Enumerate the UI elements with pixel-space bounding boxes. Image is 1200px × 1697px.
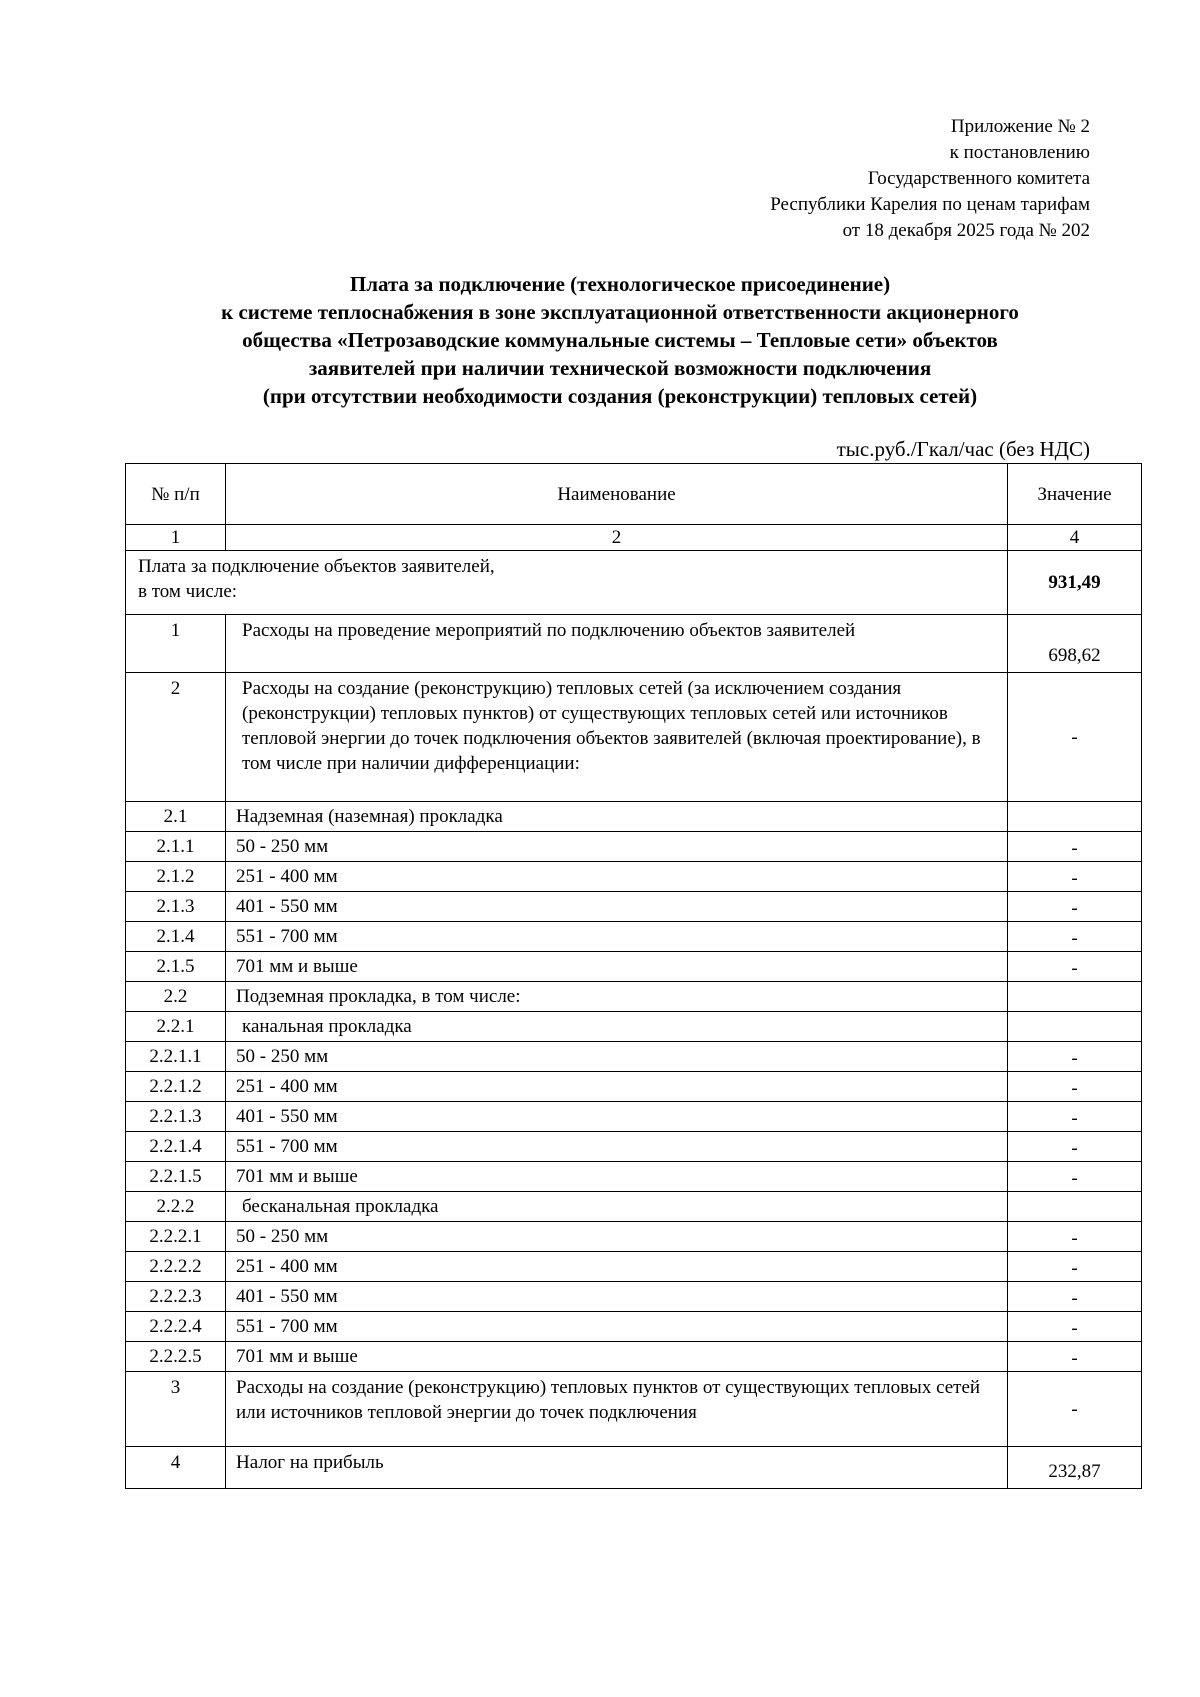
row-name: 401 - 550 мм (226, 1102, 1008, 1132)
row-num: 2.1.5 (126, 952, 226, 982)
table-row (126, 1282, 1142, 1312)
row-num: 2 (126, 673, 226, 802)
table-row (126, 1222, 1142, 1252)
row-value: - (1008, 892, 1142, 922)
row-num: 2.2.1.1 (126, 1042, 226, 1072)
row-name: 251 - 400 мм (226, 862, 1008, 892)
table-row (126, 1162, 1142, 1192)
row-name: Подземная прокладка, в том числе: (226, 982, 1008, 1012)
header-num: № п/п (126, 464, 226, 525)
row-name: 401 - 550 мм (226, 892, 1008, 922)
row-value: - (1008, 832, 1142, 862)
annex-line: к постановлению (949, 142, 1090, 163)
row-num: 2.2.1.3 (126, 1102, 226, 1132)
row-value: - (1008, 1042, 1142, 1072)
row-num: 2.2.2.2 (126, 1252, 226, 1282)
table-row (126, 1252, 1142, 1282)
column-index-row (126, 525, 1142, 551)
row-name: Налог на прибыль (226, 1447, 1008, 1489)
table-row (126, 982, 1142, 1012)
row-num: 2.1.2 (126, 862, 226, 892)
row-num: 2.2.2.5 (126, 1342, 226, 1372)
row-value (1008, 802, 1142, 832)
row-num: 2.2.1 (126, 1012, 226, 1042)
table-row (126, 862, 1142, 892)
header-name: Наименование (226, 464, 1008, 525)
row-name: канальная прокладка (226, 1012, 1008, 1042)
row-num: 2.2.2.1 (126, 1222, 226, 1252)
annex-block (770, 114, 1090, 244)
row-value (1008, 1012, 1142, 1042)
row-num: 2.2.2 (126, 1192, 226, 1222)
row-value: 232,87 (1008, 1447, 1142, 1489)
row-value: - (1008, 1102, 1142, 1132)
row-name: 50 - 250 мм (226, 1042, 1008, 1072)
row-name: 251 - 400 мм (226, 1252, 1008, 1282)
title-line: Плата за подключение (технологическое присоединение) (349, 272, 891, 296)
row-num: 2.2.2.3 (126, 1282, 226, 1312)
total-label (126, 551, 1008, 615)
row-name: 50 - 250 мм (226, 832, 1008, 862)
table-row (126, 1072, 1142, 1102)
row-value: - (1008, 1162, 1142, 1192)
total-label-line: Плата за подключение объектов заявителей, (138, 556, 495, 577)
title-line: (при отсутствии необходимости создания (реконструкции) тепловых сетей) (262, 384, 978, 408)
row-name: 551 - 700 мм (226, 922, 1008, 952)
table-row (126, 1342, 1142, 1372)
row-value: - (1008, 1072, 1142, 1102)
row-num: 2.1.3 (126, 892, 226, 922)
row-num: 3 (126, 1372, 226, 1447)
row-name: 701 мм и выше (226, 952, 1008, 982)
tariff-table (125, 463, 1142, 1489)
row-value: - (1008, 922, 1142, 952)
row-value: - (1008, 1132, 1142, 1162)
row-num: 2.1 (126, 802, 226, 832)
total-label-line: в том числе: (138, 581, 238, 602)
row-value: - (1008, 673, 1142, 802)
row-num: 2.2.1.2 (126, 1072, 226, 1102)
row-value: - (1008, 952, 1142, 982)
table-row (126, 802, 1142, 832)
units-label: тыс.руб./Гкал/час (без НДС) (836, 437, 1090, 461)
table-row (126, 1192, 1142, 1222)
row-name: бесканальная прокладка (226, 1192, 1008, 1222)
table-row (126, 673, 1142, 802)
annex-line: Государственного комитета (867, 168, 1090, 189)
row-name: Расходы на создание (реконструкцию) тепловых пунктов от существующих тепловых сетей или источников тепловой энергии до точек подключения (226, 1372, 1008, 1447)
row-name: 551 - 700 мм (226, 1132, 1008, 1162)
total-row (126, 551, 1142, 615)
row-value: 698,62 (1008, 615, 1142, 673)
row-name: 50 - 250 мм (226, 1222, 1008, 1252)
row-name: Надземная (наземная) прокладка (226, 802, 1008, 832)
total-value: 931,49 (1008, 551, 1142, 615)
header-value: Значение (1008, 464, 1142, 525)
row-num: 2.2 (126, 982, 226, 1012)
table-row (126, 1372, 1142, 1447)
index-num: 1 (126, 525, 226, 551)
table-row (126, 1042, 1142, 1072)
table-row (126, 1447, 1142, 1489)
row-value (1008, 982, 1142, 1012)
row-name: Расходы на создание (реконструкцию) тепловых сетей (за исключением создания (реконструкции) тепловых пунктов) от существующих тепловых сетей или источников тепловой энергии до точек подключения объектов заявителей (включая проектирование), в том числе при наличии дифференциации: (226, 673, 1008, 802)
table-row (126, 922, 1142, 952)
row-name: 701 мм и выше (226, 1342, 1008, 1372)
row-value: - (1008, 1342, 1142, 1372)
table-row (126, 615, 1142, 673)
row-name: 551 - 700 мм (226, 1312, 1008, 1342)
index-name: 2 (226, 525, 1008, 551)
row-value: - (1008, 862, 1142, 892)
title-line: к системе теплоснабжения в зоне эксплуатационной ответственности акционерного (221, 300, 1019, 324)
row-value: - (1008, 1372, 1142, 1447)
row-num: 2.2.1.4 (126, 1132, 226, 1162)
row-value (1008, 1192, 1142, 1222)
table-row (126, 1312, 1142, 1342)
row-name: Расходы на проведение мероприятий по подключению объектов заявителей (226, 615, 1008, 673)
row-value: - (1008, 1312, 1142, 1342)
annex-line: от 18 декабря 2025 года № 202 (842, 220, 1090, 241)
table-row (126, 1102, 1142, 1132)
row-name: 401 - 550 мм (226, 1282, 1008, 1312)
row-value: - (1008, 1282, 1142, 1312)
row-value: - (1008, 1222, 1142, 1252)
row-num: 2.2.2.4 (126, 1312, 226, 1342)
table-row (126, 1132, 1142, 1162)
document-title (120, 270, 1120, 410)
title-line: общества «Петрозаводские коммунальные системы – Тепловые сети» объектов (242, 328, 998, 352)
row-name: 701 мм и выше (226, 1162, 1008, 1192)
table-row (126, 892, 1142, 922)
table-row (126, 832, 1142, 862)
title-line: заявителей при наличии технической возможности подключения (308, 356, 932, 380)
table-row (126, 1012, 1142, 1042)
table-header-row (126, 464, 1142, 525)
row-num: 2.2.1.5 (126, 1162, 226, 1192)
row-num: 1 (126, 615, 226, 673)
row-value: - (1008, 1252, 1142, 1282)
index-value: 4 (1008, 525, 1142, 551)
row-num: 2.1.4 (126, 922, 226, 952)
annex-line: Приложение № 2 (950, 116, 1090, 137)
annex-line: Республики Карелия по ценам тарифам (770, 194, 1090, 215)
row-name: 251 - 400 мм (226, 1072, 1008, 1102)
row-num: 4 (126, 1447, 226, 1489)
table-row (126, 952, 1142, 982)
row-num: 2.1.1 (126, 832, 226, 862)
